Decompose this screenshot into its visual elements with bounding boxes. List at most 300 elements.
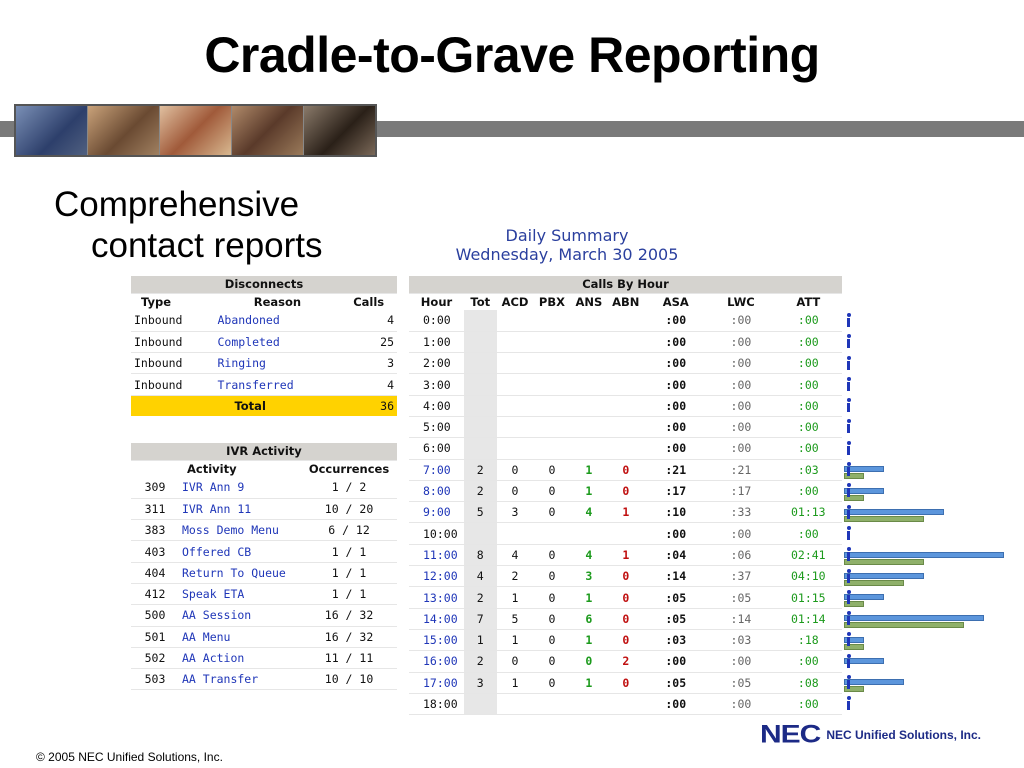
col-header-hour: Hour (420, 294, 453, 309)
hour-cell-acd: 1 (497, 587, 534, 608)
ivr-occurrences: 6 / 12 (301, 520, 397, 541)
hour-cell-hour: 3:00 (409, 374, 464, 395)
hour-cell-abn (607, 374, 644, 395)
copyright-notice: © 2005 NEC Unified Solutions, Inc. (36, 750, 223, 764)
slide-subtitle (54, 184, 323, 266)
ivr-activity-name[interactable]: AA Menu (179, 626, 301, 647)
hour-cell-lwc: :00 (707, 353, 774, 374)
hour-cell-abn: 0 (607, 629, 644, 650)
ivr-row (131, 477, 397, 498)
hour-cell-hour: 5:00 (409, 416, 464, 437)
disconnects-title: Disconnects (131, 276, 397, 293)
hour-cell-acd (497, 395, 534, 416)
hour-cell-ans: 3 (570, 566, 607, 587)
hour-row (409, 523, 842, 544)
hour-cell-att: :08 (775, 672, 842, 693)
info-icon[interactable] (846, 483, 851, 497)
col-header-reason: Reason (253, 294, 302, 309)
hour-cell-att: 01:14 (775, 608, 842, 629)
hour-cell-tot (464, 523, 497, 544)
hour-cell-lwc: :00 (707, 523, 774, 544)
hour-cell-tot: 2 (464, 587, 497, 608)
hour-cell-att: :00 (775, 693, 842, 714)
hour-cell-asa: :00 (644, 416, 707, 437)
hour-cell-asa: :04 (644, 544, 707, 565)
hour-cell-abn: 0 (607, 566, 644, 587)
hour-cell-pbx: 0 (533, 544, 570, 565)
photo-phone-image (304, 106, 375, 155)
ivr-row (131, 583, 397, 604)
disconnect-type: Inbound (131, 331, 214, 352)
hour-cell-asa: :17 (644, 480, 707, 501)
col-header-tot: Tot (470, 294, 491, 309)
disconnect-reason[interactable]: Completed (214, 331, 340, 352)
ivr-id: 500 (131, 605, 179, 626)
hour-cell-lwc: :21 (707, 459, 774, 480)
total-label: Total (214, 395, 340, 416)
hour-cell-acd: 2 (497, 566, 534, 587)
info-icon[interactable] (846, 569, 851, 583)
disconnect-calls: 4 (340, 374, 397, 395)
hour-cell-asa: :03 (644, 629, 707, 650)
hour-row (409, 416, 842, 437)
ivr-row (131, 562, 397, 583)
ivr-activity-name[interactable]: AA Session (179, 605, 301, 626)
hour-cell-pbx: 0 (533, 629, 570, 650)
ivr-activity-name[interactable]: Offered CB (179, 541, 301, 562)
hour-cell-abn (607, 353, 644, 374)
hour-cell-pbx (533, 395, 570, 416)
info-icon[interactable] (846, 441, 851, 455)
hour-cell-tot (464, 353, 497, 374)
hour-cell-abn (607, 395, 644, 416)
hour-cell-pbx: 0 (533, 672, 570, 693)
info-icon[interactable] (846, 377, 851, 391)
hour-cell-acd (497, 310, 534, 331)
ivr-id: 404 (131, 562, 179, 583)
hour-cell-hour[interactable]: 7:00 (409, 459, 464, 480)
disconnect-calls: 25 (340, 331, 397, 352)
hour-cell-hour[interactable]: 8:00 (409, 480, 464, 501)
hour-cell-ans (570, 523, 607, 544)
hour-cell-acd: 4 (497, 544, 534, 565)
hour-cell-pbx (533, 331, 570, 352)
hour-cell-hour[interactable]: 15:00 (409, 629, 464, 650)
report-heading (437, 226, 697, 264)
hour-cell-hour: 6:00 (409, 438, 464, 459)
hour-cell-hour[interactable]: 9:00 (409, 502, 464, 523)
ivr-occurrences: 16 / 32 (301, 605, 397, 626)
ivr-activity-name[interactable]: IVR Ann 11 (179, 498, 301, 519)
disconnect-calls: 4 (340, 310, 397, 331)
hour-cell-pbx (533, 523, 570, 544)
hour-cell-asa: :00 (644, 395, 707, 416)
hour-cell-pbx (533, 353, 570, 374)
col-header-lwc: LWC (727, 294, 755, 309)
ivr-activity-name[interactable]: Return To Queue (179, 562, 301, 583)
ivr-id: 501 (131, 626, 179, 647)
ivr-row (131, 669, 397, 690)
hour-cell-tot: 5 (464, 502, 497, 523)
hour-row (409, 566, 842, 587)
hour-cell-acd (497, 353, 534, 374)
photo-team-image (88, 106, 160, 155)
col-header-acd: ACD (501, 294, 529, 309)
total-spacer (131, 395, 214, 416)
photo-meeting-image (232, 106, 304, 155)
hour-cell-pbx (533, 693, 570, 714)
info-icon[interactable] (846, 334, 851, 348)
col-header-ans: ANS (575, 294, 603, 309)
hour-cell-lwc: :00 (707, 331, 774, 352)
hour-cell-ans (570, 353, 607, 374)
hour-cell-abn (607, 438, 644, 459)
col-header-type: Type (141, 294, 172, 309)
ivr-row (131, 498, 397, 519)
ivr-activity-name[interactable]: AA Action (179, 647, 301, 668)
hour-cell-abn: 1 (607, 502, 644, 523)
hour-cell-abn: 1 (607, 544, 644, 565)
hour-cell-ans (570, 310, 607, 331)
ivr-id: 502 (131, 647, 179, 668)
ivr-id: 311 (131, 498, 179, 519)
bar-answered-calls (844, 559, 924, 565)
hour-cell-tot (464, 331, 497, 352)
hour-cell-tot: 8 (464, 544, 497, 565)
hour-row (409, 672, 842, 693)
hour-cell-hour: 10:00 (409, 523, 464, 544)
hour-cell-att: 01:13 (775, 502, 842, 523)
hour-cell-tot: 2 (464, 480, 497, 501)
ivr-id: 383 (131, 520, 179, 541)
ivr-occurrences: 1 / 2 (301, 477, 397, 498)
hour-cell-hour: 1:00 (409, 331, 464, 352)
hour-cell-att: :00 (775, 310, 842, 331)
bar-total-calls (844, 509, 944, 515)
hour-cell-pbx (533, 310, 570, 331)
hour-cell-abn: 0 (607, 587, 644, 608)
hour-cell-pbx: 0 (533, 480, 570, 501)
hour-cell-abn: 0 (607, 480, 644, 501)
hour-row (409, 395, 842, 416)
hour-cell-tot (464, 693, 497, 714)
ivr-activity-title: IVR Activity (131, 443, 397, 460)
hour-cell-hour[interactable]: 16:00 (409, 651, 464, 672)
hour-cell-pbx: 0 (533, 587, 570, 608)
info-icon[interactable] (846, 654, 851, 668)
calls-by-hour-table (409, 276, 842, 715)
hour-cell-ans (570, 374, 607, 395)
ivr-occurrences: 1 / 1 (301, 583, 397, 604)
info-icon[interactable] (846, 356, 851, 370)
ivr-activity-name[interactable]: Moss Demo Menu (179, 520, 301, 541)
hour-cell-att: :00 (775, 523, 842, 544)
hour-cell-acd: 1 (497, 672, 534, 693)
disconnect-reason[interactable]: Ringing (214, 353, 340, 374)
bar-total-calls (844, 615, 984, 621)
hour-cell-tot (464, 310, 497, 331)
ivr-row (131, 541, 397, 562)
hour-cell-hour[interactable]: 12:00 (409, 566, 464, 587)
hour-cell-ans: 0 (570, 651, 607, 672)
hour-cell-pbx: 0 (533, 566, 570, 587)
nec-logo-text: NEC Unified Solutions, Inc. (826, 728, 982, 742)
hour-row (409, 374, 842, 395)
hour-row (409, 651, 842, 672)
hour-cell-lwc: :00 (707, 438, 774, 459)
hour-row (409, 310, 842, 331)
hour-cell-asa: :10 (644, 502, 707, 523)
hour-row (409, 438, 842, 459)
info-icon[interactable] (846, 611, 851, 625)
hour-cell-lwc: :00 (707, 395, 774, 416)
hour-cell-ans (570, 438, 607, 459)
hour-cell-acd (497, 416, 534, 437)
hour-cell-lwc: :03 (707, 629, 774, 650)
hour-cell-lwc: :00 (707, 651, 774, 672)
info-icon[interactable] (846, 696, 851, 710)
hour-cell-abn (607, 693, 644, 714)
col-header-pbx: PBX (538, 294, 565, 309)
hour-cell-lwc: :00 (707, 374, 774, 395)
hour-cell-tot (464, 438, 497, 459)
hour-cell-tot: 4 (464, 566, 497, 587)
ivr-row (131, 520, 397, 541)
ivr-id: 309 (131, 477, 179, 498)
calls-by-hour-title: Calls By Hour (409, 276, 842, 293)
bar-total-calls (844, 679, 904, 685)
hour-cell-att: :03 (775, 459, 842, 480)
bar-answered-calls (844, 622, 964, 628)
col-header-calls: Calls (353, 294, 385, 309)
hour-cell-asa: :00 (644, 523, 707, 544)
hour-cell-acd (497, 438, 534, 459)
hour-cell-ans: 1 (570, 459, 607, 480)
ivr-activity-name[interactable]: Speak ETA (179, 583, 301, 604)
hour-row (409, 587, 842, 608)
hour-cell-hour: 2:00 (409, 353, 464, 374)
hour-cell-pbx: 0 (533, 502, 570, 523)
hour-cell-lwc: :33 (707, 502, 774, 523)
hour-cell-lwc: :14 (707, 608, 774, 629)
hour-cell-lwc: :17 (707, 480, 774, 501)
hour-cell-att: :18 (775, 629, 842, 650)
hour-cell-asa: :00 (644, 353, 707, 374)
disconnect-row (131, 374, 397, 395)
col-header-asa: ASA (662, 294, 689, 309)
hour-cell-ans: 1 (570, 672, 607, 693)
nec-logo (760, 718, 981, 752)
hour-cell-ans (570, 331, 607, 352)
hour-cell-acd (497, 331, 534, 352)
hour-cell-abn (607, 416, 644, 437)
info-icon[interactable] (846, 526, 851, 540)
hour-cell-asa: :00 (644, 651, 707, 672)
hour-cell-lwc: :06 (707, 544, 774, 565)
hour-cell-tot: 3 (464, 672, 497, 693)
disconnect-type: Inbound (131, 374, 214, 395)
hour-cell-pbx (533, 438, 570, 459)
info-icon[interactable] (846, 398, 851, 412)
hour-cell-acd: 5 (497, 608, 534, 629)
hour-cell-abn: 0 (607, 459, 644, 480)
hour-cell-att: :00 (775, 651, 842, 672)
hour-cell-acd: 0 (497, 459, 534, 480)
hour-cell-ans (570, 395, 607, 416)
col-header-abn: ABN (612, 294, 640, 309)
info-icon[interactable] (846, 547, 851, 561)
ivr-activity-name[interactable]: IVR Ann 9 (179, 477, 301, 498)
hour-cell-abn (607, 310, 644, 331)
hour-cell-asa: :00 (644, 374, 707, 395)
hour-cell-abn: 0 (607, 672, 644, 693)
ivr-id: 503 (131, 669, 179, 690)
ivr-activity-name[interactable]: AA Transfer (179, 669, 301, 690)
col-header-occurrences: Occurrences (308, 461, 390, 476)
hour-cell-pbx: 0 (533, 608, 570, 629)
bar-total-calls (844, 573, 924, 579)
hour-cell-hour[interactable]: 13:00 (409, 587, 464, 608)
nec-logo-mark: NEC (760, 721, 821, 749)
photo-group-image (160, 106, 232, 155)
hour-row (409, 693, 842, 714)
hour-cell-lwc: :00 (707, 693, 774, 714)
info-icon[interactable] (846, 462, 851, 476)
hour-cell-att: :00 (775, 438, 842, 459)
ivr-occurrences: 10 / 10 (301, 669, 397, 690)
hour-cell-att: 04:10 (775, 566, 842, 587)
hour-cell-lwc: :00 (707, 310, 774, 331)
hour-cell-lwc: :05 (707, 587, 774, 608)
hour-cell-hour: 0:00 (409, 310, 464, 331)
hour-cell-asa: :00 (644, 438, 707, 459)
hour-cell-att: 02:41 (775, 544, 842, 565)
hour-row (409, 544, 842, 565)
disconnects-table (131, 276, 397, 416)
hour-cell-tot (464, 374, 497, 395)
hour-cell-acd: 0 (497, 651, 534, 672)
hour-cell-hour[interactable]: 11:00 (409, 544, 464, 565)
hour-cell-hour[interactable]: 14:00 (409, 608, 464, 629)
hour-cell-ans: 4 (570, 502, 607, 523)
hour-cell-lwc: :00 (707, 416, 774, 437)
hour-cell-ans: 1 (570, 587, 607, 608)
hour-row (409, 480, 842, 501)
ivr-occurrences: 10 / 20 (301, 498, 397, 519)
hour-cell-asa: :05 (644, 587, 707, 608)
hour-cell-tot (464, 416, 497, 437)
ivr-occurrences: 11 / 11 (301, 647, 397, 668)
photo-strip (14, 104, 377, 157)
hour-cell-tot: 2 (464, 459, 497, 480)
hour-cell-acd: 0 (497, 480, 534, 501)
hour-cell-ans: 1 (570, 480, 607, 501)
ivr-activity-table (131, 443, 397, 690)
info-icon[interactable] (846, 590, 851, 604)
hour-row (409, 629, 842, 650)
hour-cell-att: 01:15 (775, 587, 842, 608)
hour-cell-acd (497, 374, 534, 395)
info-icon[interactable] (846, 675, 851, 689)
hour-cell-att: :00 (775, 353, 842, 374)
hour-cell-tot: 1 (464, 629, 497, 650)
hour-cell-pbx (533, 374, 570, 395)
disconnect-row (131, 331, 397, 352)
disconnect-reason[interactable]: Transferred (214, 374, 340, 395)
hour-cell-att: :00 (775, 331, 842, 352)
hour-cell-att: :00 (775, 416, 842, 437)
hour-row (409, 608, 842, 629)
ivr-occurrences: 1 / 1 (301, 541, 397, 562)
info-icon[interactable] (846, 313, 851, 327)
hour-cell-ans: 4 (570, 544, 607, 565)
disconnect-reason[interactable]: Abandoned (214, 310, 340, 331)
ivr-row (131, 626, 397, 647)
hour-cell-acd (497, 693, 534, 714)
bar-answered-calls (844, 580, 904, 586)
ivr-row (131, 605, 397, 626)
hour-cell-abn: 2 (607, 651, 644, 672)
hour-cell-hour[interactable]: 17:00 (409, 672, 464, 693)
bar-total-calls (844, 552, 1004, 558)
hour-cell-asa: :05 (644, 608, 707, 629)
hour-cell-pbx: 0 (533, 651, 570, 672)
report-date: Wednesday, March 30 2005 (455, 245, 679, 264)
disconnect-row (131, 353, 397, 374)
hour-cell-abn: 0 (607, 608, 644, 629)
hour-cell-abn (607, 523, 644, 544)
hour-cell-acd: 1 (497, 629, 534, 650)
ivr-id: 403 (131, 541, 179, 562)
hour-cell-tot: 2 (464, 651, 497, 672)
hour-row (409, 502, 842, 523)
hour-cell-abn (607, 331, 644, 352)
hour-cell-att: :00 (775, 480, 842, 501)
hour-cell-ans (570, 693, 607, 714)
bar-answered-calls (844, 516, 924, 522)
col-header-activity: Activity (187, 461, 237, 476)
hour-cell-acd (497, 523, 534, 544)
hour-cell-asa: :00 (644, 310, 707, 331)
disconnect-row (131, 310, 397, 331)
hour-cell-asa: :00 (644, 693, 707, 714)
hour-cell-asa: :05 (644, 672, 707, 693)
hour-cell-lwc: :05 (707, 672, 774, 693)
info-icon[interactable] (846, 505, 851, 519)
hour-cell-asa: :21 (644, 459, 707, 480)
hour-cell-acd: 3 (497, 502, 534, 523)
disconnect-type: Inbound (131, 310, 214, 331)
hour-cell-pbx (533, 416, 570, 437)
hour-cell-ans: 6 (570, 608, 607, 629)
total-value: 36 (340, 395, 397, 416)
hour-cell-hour: 18:00 (409, 693, 464, 714)
ivr-occurrences: 1 / 1 (301, 562, 397, 583)
info-icon[interactable] (846, 632, 851, 646)
subtitle-line-1: Comprehensive (54, 185, 300, 224)
disconnect-calls: 3 (340, 353, 397, 374)
hour-row (409, 353, 842, 374)
col-header-id (131, 460, 179, 477)
hour-row (409, 331, 842, 352)
ivr-occurrences: 16 / 32 (301, 626, 397, 647)
hour-cell-pbx: 0 (533, 459, 570, 480)
photo-city-image (16, 106, 88, 155)
hour-cell-lwc: :37 (707, 566, 774, 587)
info-icon[interactable] (846, 419, 851, 433)
hour-cell-asa: :00 (644, 331, 707, 352)
slide-title: Cradle-to-Grave Reporting (204, 27, 820, 83)
